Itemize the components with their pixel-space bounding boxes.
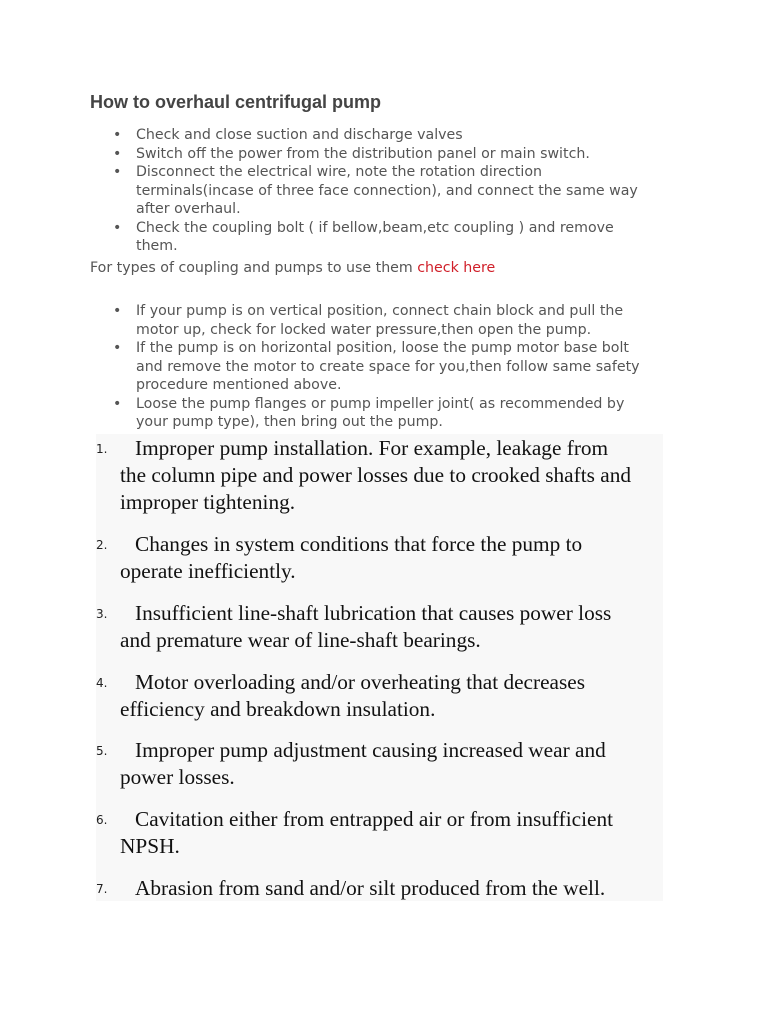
cause-number: 7. (96, 882, 108, 896)
cause-item (96, 435, 631, 516)
bullet-dot-icon: • (113, 127, 122, 143)
bullet-text-line: after overhaul. (136, 201, 241, 217)
cause-text-line: operate inefficiently. (120, 559, 296, 583)
bullet-item (90, 219, 638, 256)
bullet-dot-icon: • (113, 395, 122, 412)
cause-number: 2. (96, 538, 108, 552)
cause-item (96, 669, 585, 723)
bullet-text-line: Switch off the power from the distribution panel or main switch. (136, 145, 590, 162)
cause-text-line: NPSH. (120, 834, 180, 858)
coupling-note-text: For types of coupling and pumps to use them (90, 260, 418, 276)
bullet-text-line: motor up, check for locked water pressure,then open the pump. (136, 321, 592, 338)
cause-item (96, 737, 606, 791)
bullet-dot-icon: • (113, 145, 122, 162)
bullet-item (90, 145, 638, 164)
bullet-dot-icon: • (113, 219, 122, 236)
bullet-dot-icon: • (113, 340, 122, 356)
page-title: How to overhaul centrifugal pump (90, 92, 382, 112)
bullet-item (90, 339, 640, 395)
bullet-dot-icon: • (113, 303, 122, 319)
cause-text (96, 737, 606, 791)
bullet-text-line: Loose the pump flanges or pump impeller joint( as recommended by (136, 395, 625, 412)
cause-text-line: improper tightening. (120, 490, 296, 514)
bullet-text-line: Disconnect the electrical wire, note the rotation direction (136, 164, 542, 180)
bullet-text-line: Check the coupling bolt ( if bellow,beam,etc coupling ) and remove (136, 219, 614, 236)
bullet-item (90, 163, 638, 219)
cause-text-line: the column pipe and power losses due to crooked shafts and (120, 463, 632, 487)
cause-text-line: efficiency and breakdown insulation. (120, 697, 436, 721)
check-here-link[interactable]: check here (417, 260, 496, 276)
bullet-text-line: your pump type), then bring out the pump. (136, 414, 443, 430)
cause-number: 6. (96, 813, 108, 827)
cause-number: 4. (96, 676, 108, 690)
cause-number: 1. (96, 442, 108, 456)
cause-text (96, 875, 605, 902)
cause-item (96, 875, 605, 902)
cause-text-line: Improper pump adjustment causing increased wear and (135, 738, 606, 762)
cause-text (96, 435, 631, 516)
bullet-text-line: procedure mentioned above. (136, 377, 342, 393)
bullet-text-line: and remove the motor to create space for you,then follow same safety (136, 358, 640, 375)
cause-text-line: Changes in system conditions that force the pump to (135, 532, 583, 556)
cause-text-line: Insufficient line-shaft lubrication that causes power loss (135, 601, 612, 625)
cause-text-line: power losses. (120, 765, 235, 789)
bullet-text-line: If your pump is on vertical position, connect chain block and pull the (136, 303, 624, 319)
steps-after-list (90, 302, 640, 432)
cause-number: 5. (96, 744, 108, 758)
cause-text-line: Abrasion from sand and/or silt produced from the well. (135, 876, 606, 900)
cause-text (96, 531, 582, 585)
cause-text (96, 806, 613, 860)
bullet-item (90, 126, 638, 145)
cause-text-line: Improper pump installation. For example, leakage from (135, 436, 609, 460)
cause-text (96, 669, 585, 723)
coupling-note (90, 259, 495, 278)
bullet-text-line: terminals(incase of three face connection), and connect the same way (136, 182, 638, 199)
bullet-item (90, 395, 640, 432)
cause-text-line: and premature wear of line-shaft bearings. (120, 628, 481, 652)
bullet-item (90, 302, 640, 339)
cause-text-line: Cavitation either from entrapped air or from insufficient (135, 807, 614, 831)
bullet-dot-icon: • (113, 164, 122, 180)
bullet-text-line: them. (136, 238, 178, 254)
cause-item (96, 806, 613, 860)
steps-before-list (90, 126, 638, 256)
cause-item (96, 531, 582, 585)
cause-number: 3. (96, 607, 108, 621)
cause-item (96, 600, 611, 654)
cause-text (96, 600, 611, 654)
cause-text-line: Motor overloading and/or overheating that decreases (135, 670, 586, 694)
bullet-text-line: If the pump is on horizontal position, loose the pump motor base bolt (136, 340, 629, 356)
bullet-text-line: Check and close suction and discharge valves (136, 127, 463, 143)
